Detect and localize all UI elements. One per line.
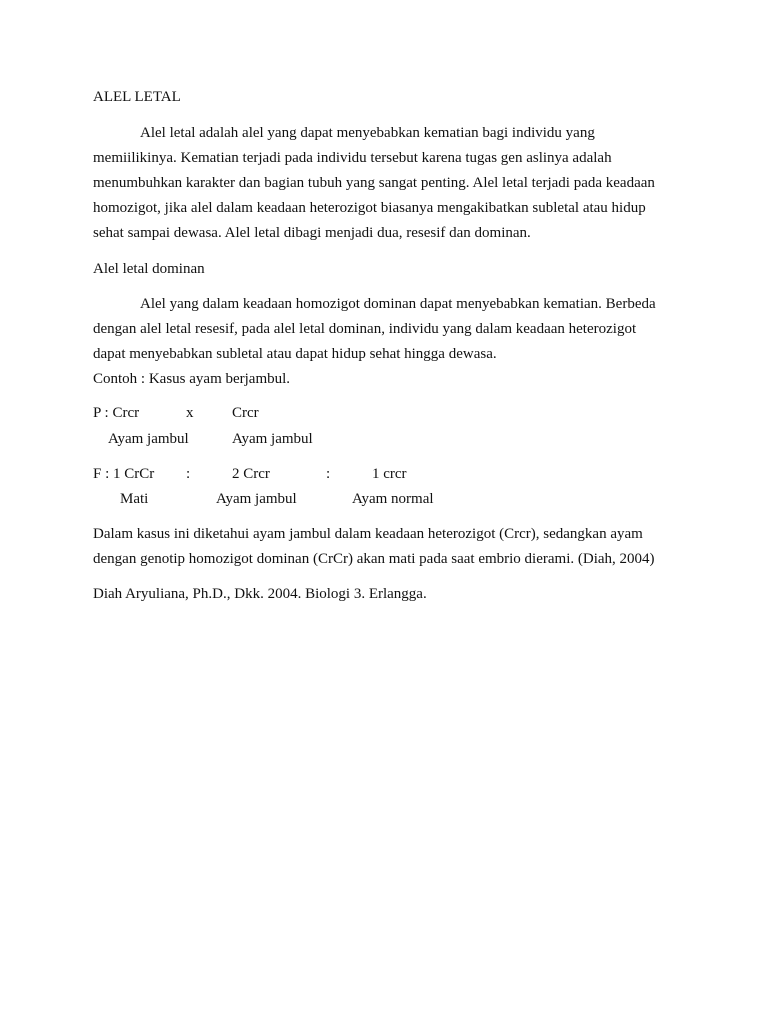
filial-genotype-2: 2 Crcr	[232, 466, 270, 482]
cross-symbol: x	[186, 405, 194, 421]
parent-phenotype-1: Ayam jambul	[108, 431, 189, 447]
intro-line-4: homozigot, jika alel dalam keadaan heterozigot biasanya mengakibatkan subletal atau hidup	[93, 200, 646, 216]
document-title: ALEL LETAL	[93, 89, 181, 105]
parent-label: P : Crcr	[93, 405, 140, 421]
parent-second-genotype: Crcr	[232, 405, 259, 421]
intro-line-5: sehat sampai dewasa. Alel letal dibagi menjadi dua, resesif dan dominan.	[93, 225, 531, 241]
filial-label: F : 1 CrCr	[93, 466, 155, 482]
intro-line-2: memiilikinya. Kematian terjadi pada individu tersebut karena tugas gen aslinya adalah	[93, 150, 612, 166]
intro-line-1: Alel letal adalah alel yang dapat menyebabkan kematian bagi individu yang	[140, 125, 595, 141]
filial-phenotype-3: Ayam normal	[352, 491, 434, 507]
conclusion-line-1: Dalam kasus ini diketahui ayam jambul dalam keadaan heterozigot (Crcr), sedangkan ayam	[93, 526, 643, 542]
intro-line-3: menumbuhkan karakter dan bagian tubuh yang sangat penting. Alel letal terjadi pada keadaan	[93, 175, 655, 191]
filial-genotype-3: 1 crcr	[372, 466, 407, 482]
example-label: Contoh : Kasus ayam berjambul.	[93, 371, 291, 387]
ratio-separator-1: :	[186, 466, 191, 482]
parent-phenotype-2: Ayam jambul	[232, 431, 313, 447]
conclusion-line-2: dengan genotip homozigot dominan (CrCr) akan mati pada saat embrio dierami. (Diah, 2004)	[93, 551, 655, 567]
ratio-separator-2: :	[326, 466, 331, 482]
section-line-3: dapat menyebabkan subletal atau dapat hidup sehat hingga dewasa.	[93, 346, 497, 362]
filial-phenotype-1: Mati	[120, 491, 149, 507]
section-line-2: dengan alel letal resesif, pada alel letal dominan, individu yang dalam keadaan heterozigot	[93, 321, 637, 337]
section-line-1: Alel yang dalam keadaan homozigot dominan dapat menyebabkan kematian. Berbeda	[140, 296, 656, 312]
filial-phenotype-2: Ayam jambul	[216, 491, 297, 507]
reference: Diah Aryuliana, Ph.D., Dkk. 2004. Biologi 3. Erlangga.	[93, 586, 427, 602]
section-heading: Alel letal dominan	[93, 261, 205, 277]
